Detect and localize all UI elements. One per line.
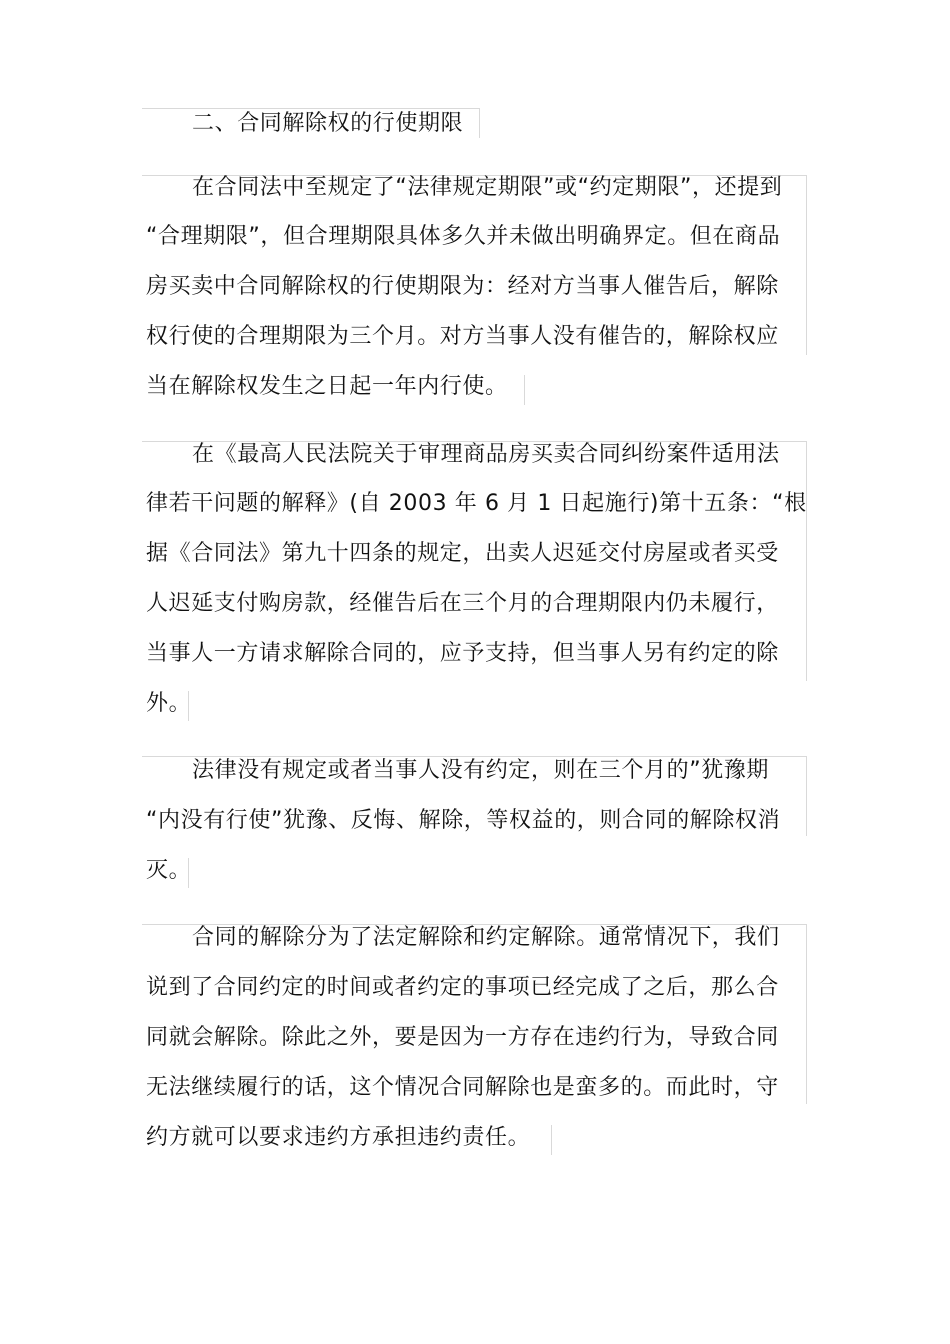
paragraph-2-line-5: 当事人一方请求解除合同的，应予支持，但当事人另有约定的除 <box>146 641 779 666</box>
paragraph-3-line-2: “内没有行使”犹豫、反悔、解除，等权益的，则合同的解除权消 <box>146 808 781 833</box>
paragraph-1-line-4: 权行使的合理期限为三个月。对方当事人没有催告的，解除权应 <box>146 324 779 349</box>
paragraph-4-line-2: 说到了合同约定的时间或者约定的事项已经完成了之后，那么合 <box>146 975 779 1000</box>
paragraph-3-line-3: 灭。 <box>146 858 192 883</box>
text-boundary-mark <box>806 756 807 836</box>
text-boundary-mark <box>806 924 807 1104</box>
paragraph-2-line-2: 律若干问题的解释》(自 2003 年 6 月 1 日起施行)第十五条：“根 <box>146 491 807 516</box>
paragraph-1-line-2: “合理期限”，但合理期限具体多久并未做出明确界定。但在商品 <box>146 224 781 249</box>
text-boundary-mark <box>806 175 807 355</box>
paragraph-4-line-1: 合同的解除分为了法定解除和约定解除。通常情况下，我们 <box>192 925 780 950</box>
paragraph-1-line-3: 房买卖中合同解除权的行使期限为：经对方当事人催告后，解除 <box>146 274 779 299</box>
paragraph-4-line-3: 同就会解除。除此之外，要是因为一方存在违约行为，导致合同 <box>146 1025 779 1050</box>
text-boundary-mark <box>551 1125 552 1155</box>
paragraph-1-line-5: 当在解除权发生之日起一年内行使。 <box>146 374 508 399</box>
text-boundary-mark <box>142 108 480 109</box>
paragraph-2-line-3: 据《合同法》第九十四条的规定，出卖人迟延交付房屋或者买受 <box>146 541 779 566</box>
text-boundary-mark <box>524 375 525 405</box>
paragraph-3-line-1: 法律没有规定或者当事人没有约定，则在三个月的”犹豫期 <box>192 758 769 783</box>
paragraph-4-line-5: 约方就可以要求违约方承担违约责任。 <box>146 1125 531 1150</box>
text-boundary-mark <box>806 441 807 681</box>
paragraph-4-line-4: 无法继续履行的话，这个情况合同解除也是蛮多的。而此时，守 <box>146 1075 779 1100</box>
paragraph-2-line-4: 人迟延支付购房款，经催告后在三个月的合理期限内仍未履行， <box>146 591 779 616</box>
section-heading: 二、合同解除权的行使期限 <box>192 111 464 136</box>
paragraph-2-line-1: 在《最高人民法院关于审理商品房买卖合同纠纷案件适用法 <box>192 442 780 467</box>
paragraph-1-line-1: 在合同法中至规定了“法律规定期限”或“约定期限”，还提到 <box>192 175 783 200</box>
paragraph-2-line-6: 外。 <box>146 691 192 716</box>
text-boundary-mark <box>142 756 807 757</box>
text-boundary-mark <box>479 108 480 138</box>
